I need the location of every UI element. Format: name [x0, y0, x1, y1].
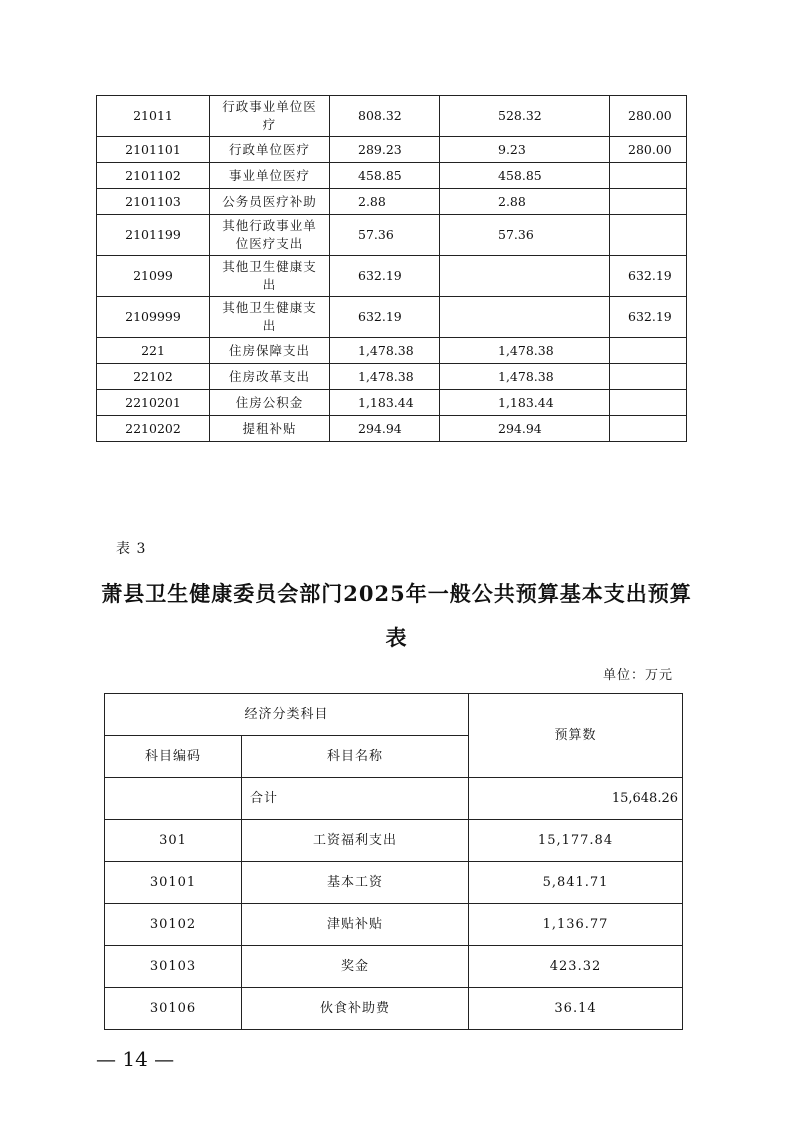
table-row — [105, 904, 683, 946]
row-code: 2101103 — [97, 189, 210, 215]
row-basic: 1,478.38 — [440, 338, 610, 364]
row-basic: 458.85 — [440, 163, 610, 189]
row-name: 伙食补助费 — [242, 988, 469, 1030]
row-name: 其他卫生健康支出 — [210, 256, 330, 297]
row-amount: 15,177.84 — [469, 820, 683, 862]
row-name: 事业单位医疗 — [210, 163, 330, 189]
table-row — [97, 297, 687, 338]
table-row — [105, 946, 683, 988]
row-total: 632.19 — [330, 256, 440, 297]
row-basic — [440, 256, 610, 297]
row-code: 2109999 — [97, 297, 210, 338]
row-total: 632.19 — [330, 297, 440, 338]
table-row — [97, 137, 687, 163]
row-code: 221 — [97, 338, 210, 364]
expenditure-table-body — [97, 96, 687, 442]
basic-expenditure-table — [104, 693, 683, 1030]
table-row — [97, 215, 687, 256]
row-total: 294.94 — [330, 416, 440, 442]
row-name: 住房改革支出 — [210, 364, 330, 390]
row-code: 22102 — [97, 364, 210, 390]
row-project: 280.00 — [610, 137, 687, 163]
row-amount: 423.32 — [469, 946, 683, 988]
total-value: 15,648.26 — [469, 778, 683, 820]
row-name: 行政事业单位医疗 — [210, 96, 330, 137]
row-basic: 294.94 — [440, 416, 610, 442]
page-title-continued: 表 — [385, 625, 408, 650]
row-amount: 1,136.77 — [469, 904, 683, 946]
table-row — [105, 988, 683, 1030]
row-name: 基本工资 — [242, 862, 469, 904]
row-name: 津贴补贴 — [242, 904, 469, 946]
row-name: 住房公积金 — [210, 390, 330, 416]
row-name: 奖金 — [242, 946, 469, 988]
row-basic: 528.32 — [440, 96, 610, 137]
row-code: 30101 — [105, 862, 242, 904]
row-total: 1,183.44 — [330, 390, 440, 416]
row-name: 工资福利支出 — [242, 820, 469, 862]
row-project — [610, 364, 687, 390]
header-economic-category: 经济分类科目 — [105, 694, 469, 736]
row-project — [610, 390, 687, 416]
row-total: 1,478.38 — [330, 338, 440, 364]
table-row — [97, 96, 687, 137]
row-code: 21099 — [97, 256, 210, 297]
row-total: 1,478.38 — [330, 364, 440, 390]
row-basic — [440, 297, 610, 338]
header-budget-amount: 预算数 — [469, 694, 683, 778]
row-project: 280.00 — [610, 96, 687, 137]
table-row — [97, 390, 687, 416]
total-label: 合计 — [242, 778, 469, 820]
row-basic: 2.88 — [440, 189, 610, 215]
row-total: 458.85 — [330, 163, 440, 189]
row-name: 其他卫生健康支出 — [210, 297, 330, 338]
row-project — [610, 416, 687, 442]
row-total: 808.32 — [330, 96, 440, 137]
row-code: 301 — [105, 820, 242, 862]
header-subject-name: 科目名称 — [242, 736, 469, 778]
row-project — [610, 189, 687, 215]
row-name: 住房保障支出 — [210, 338, 330, 364]
row-code: 2101102 — [97, 163, 210, 189]
row-code: 2101101 — [97, 137, 210, 163]
page-title: 萧县卫生健康委员会部门2025年一般公共预算基本支出预算 — [101, 581, 692, 606]
row-code: 21011 — [97, 96, 210, 137]
row-code: 2210202 — [97, 416, 210, 442]
table-row — [97, 364, 687, 390]
row-basic: 1,183.44 — [440, 390, 610, 416]
row-basic: 1,478.38 — [440, 364, 610, 390]
table-label: 表 3 — [116, 541, 147, 557]
table-row — [97, 338, 687, 364]
table-row — [105, 820, 683, 862]
row-project — [610, 163, 687, 189]
row-name: 行政单位医疗 — [210, 137, 330, 163]
total-row — [105, 778, 683, 820]
row-project — [610, 215, 687, 256]
page-number: — 14 — — [96, 1047, 175, 1071]
basic-expenditure-table-body — [105, 694, 683, 1030]
row-code: 30102 — [105, 904, 242, 946]
header-subject-code: 科目编码 — [105, 736, 242, 778]
header-row — [105, 694, 683, 736]
row-code: 30106 — [105, 988, 242, 1030]
row-amount: 36.14 — [469, 988, 683, 1030]
row-total: 2.88 — [330, 189, 440, 215]
table-row — [97, 416, 687, 442]
row-code: 2210201 — [97, 390, 210, 416]
expenditure-table-continued — [96, 95, 687, 442]
table-row — [97, 163, 687, 189]
row-total: 57.36 — [330, 215, 440, 256]
row-name: 其他行政事业单位医疗支出 — [210, 215, 330, 256]
row-basic: 9.23 — [440, 137, 610, 163]
row-name: 公务员医疗补助 — [210, 189, 330, 215]
row-total: 289.23 — [330, 137, 440, 163]
row-project: 632.19 — [610, 256, 687, 297]
row-name: 提租补贴 — [210, 416, 330, 442]
row-project — [610, 338, 687, 364]
row-code: 30103 — [105, 946, 242, 988]
row-code: 2101199 — [97, 215, 210, 256]
row-project: 632.19 — [610, 297, 687, 338]
row-basic: 57.36 — [440, 215, 610, 256]
row-amount: 5,841.71 — [469, 862, 683, 904]
table-row — [97, 189, 687, 215]
total-code-cell — [105, 778, 242, 820]
table-row — [97, 256, 687, 297]
table-row — [105, 862, 683, 904]
unit-label: 单位：万元 — [602, 668, 673, 683]
